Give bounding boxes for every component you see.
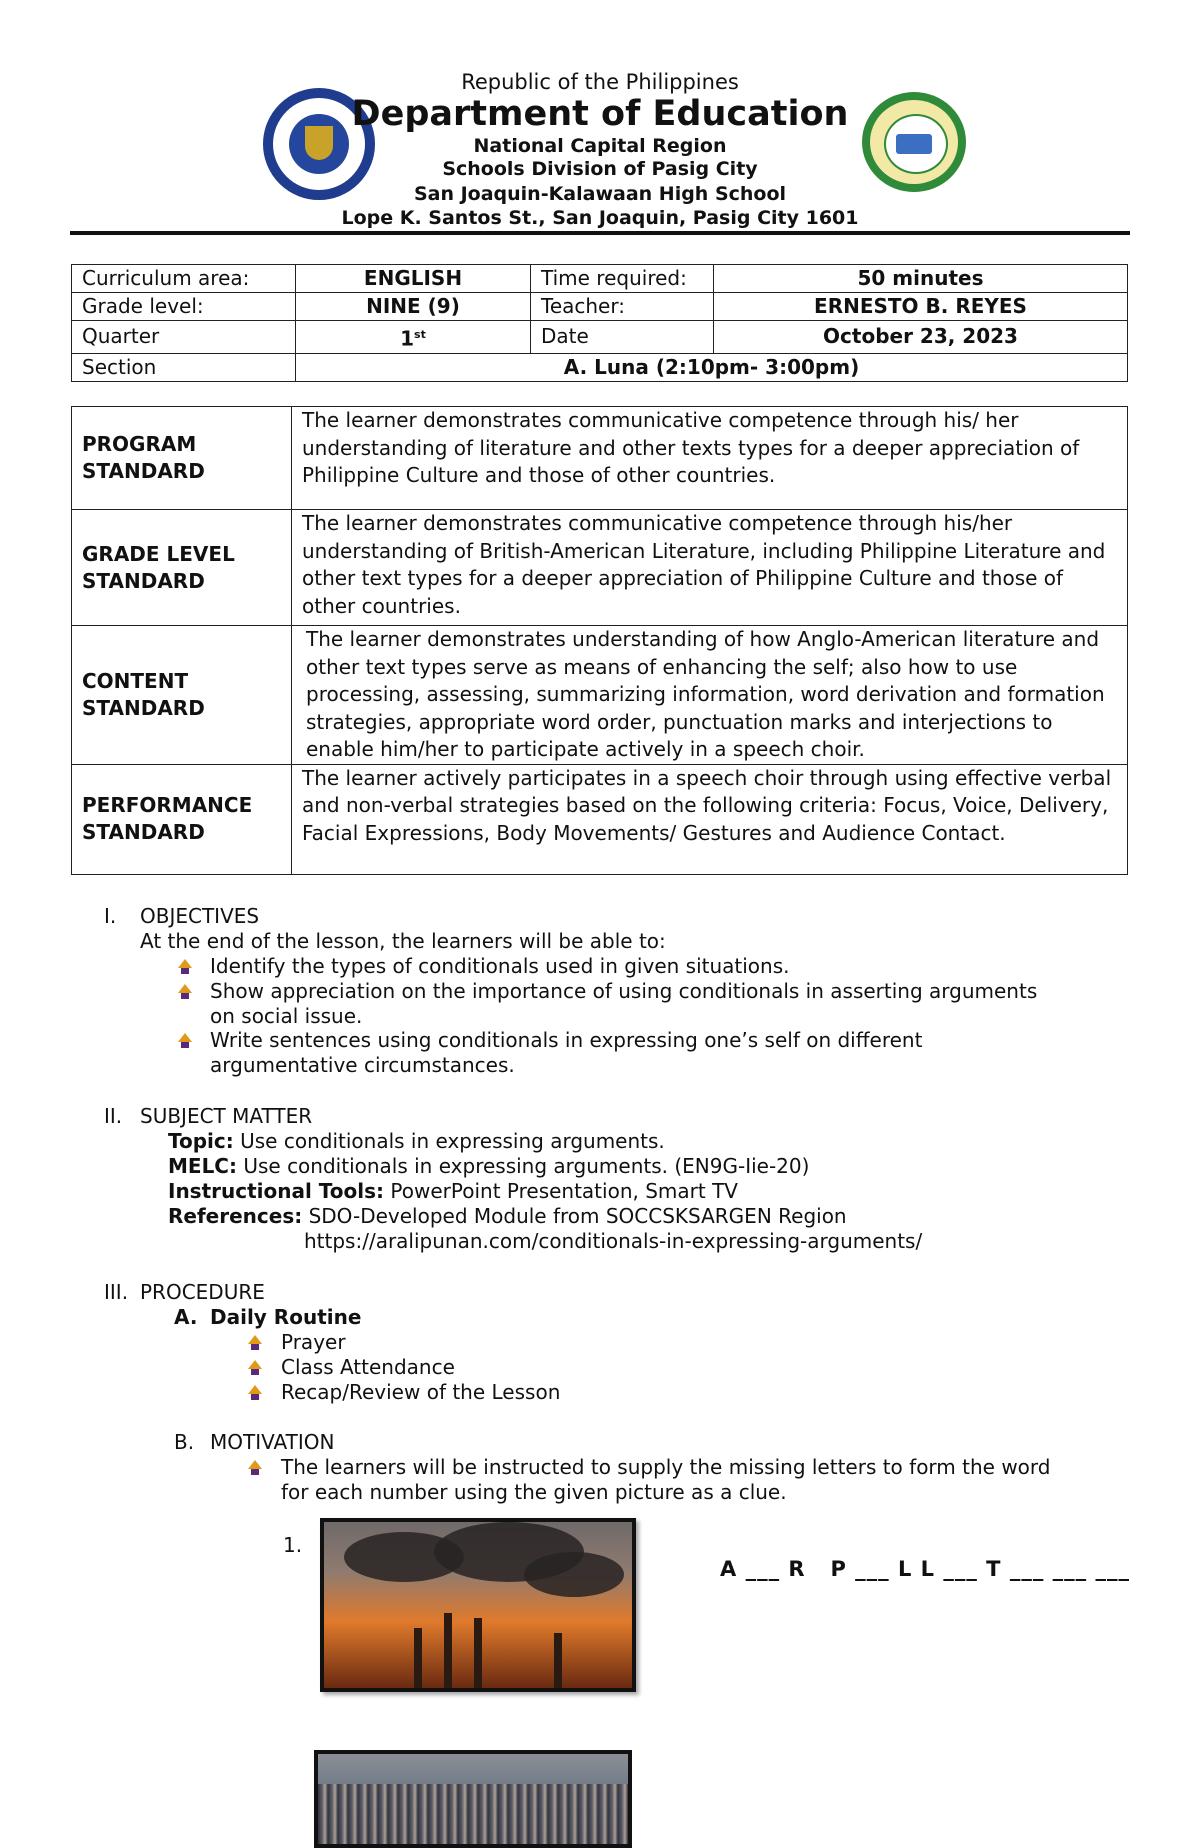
standards-table <box>71 406 1128 875</box>
table-row <box>72 510 1128 626</box>
grade-label: Grade level: <box>72 293 296 321</box>
bullet-icon <box>248 1360 262 1374</box>
header-department: Department of Education <box>351 94 849 134</box>
tools-value: PowerPoint Presentation, Smart TV <box>390 1179 738 1203</box>
topic-value: Use conditionals in expressing arguments. <box>240 1129 665 1153</box>
bullet-icon <box>248 1335 262 1349</box>
header-division: Schools Division of Pasig City <box>442 158 758 180</box>
teacher-label: Teacher: <box>531 293 714 321</box>
curriculum-label: Curriculum area: <box>72 265 296 293</box>
program-standard-text: The learner demonstrates communicative competence through his/ her understanding of literature and other texts types for a deeper appreciation of Philippine Culture and those of other countries. <box>292 407 1128 510</box>
section-label: Section <box>72 353 296 381</box>
procedure-numeral: III. <box>104 1280 129 1304</box>
label-line: STANDARD <box>82 459 205 483</box>
table-row <box>72 321 1128 354</box>
quarter-label: Quarter <box>72 321 296 354</box>
label-line: GRADE LEVEL <box>82 541 235 566</box>
date-label: Date <box>531 321 714 354</box>
quarter-suffix: st <box>414 328 426 341</box>
topic-label: Topic: <box>168 1129 234 1153</box>
header-region: National Capital Region <box>473 135 727 157</box>
bullet-icon <box>178 984 192 998</box>
references-value: SDO-Developed Module from SOCCSKSARGEN Region <box>308 1204 847 1228</box>
routine-item: Class Attendance <box>281 1355 455 1379</box>
header-address: Lope K. Santos St., San Joaquin, Pasig City 1601 <box>341 207 859 229</box>
quarter-number: 1 <box>400 326 415 351</box>
melc-value: Use conditionals in expressing arguments. (EN9G-Iie-20) <box>243 1154 810 1178</box>
table-row <box>72 293 1128 321</box>
quarter-value <box>296 321 531 354</box>
tools-label: Instructional Tools: <box>168 1179 385 1203</box>
header-republic: Republic of the Philippines <box>461 70 739 94</box>
date-value: October 23, 2023 <box>714 321 1128 354</box>
teacher-value: ERNESTO B. REYES <box>714 293 1128 321</box>
objective-item-3-line-2: argumentative circumstances. <box>210 1053 515 1077</box>
objective-item-1: Identify the types of conditionals used in given situations. <box>210 954 790 978</box>
tools-line <box>168 1179 738 1204</box>
label-line: PERFORMANCE <box>82 793 253 817</box>
motivation-instruction-line-1: The learners will be instructed to supply the missing letters to form the word <box>281 1455 1051 1479</box>
references-line <box>168 1204 847 1229</box>
table-row <box>72 265 1128 293</box>
label-line: PROGRAM <box>82 432 197 456</box>
subject-matter-heading: SUBJECT MATTER <box>140 1104 313 1128</box>
content-standard-label <box>72 626 292 765</box>
performance-standard-text: The learner actively participates in a speech choir through using effective verbal and non-verbal strategies based on the following criteria: Focus, Voice, Delivery, Facial Expressions, Body Movements/ Gestures and Audience Contact. <box>292 764 1128 874</box>
label-line: STANDARD <box>82 568 205 593</box>
routine-item: Recap/Review of the Lesson <box>281 1380 561 1404</box>
motivation-instruction-line-2: for each number using the given picture as a clue. <box>281 1480 787 1504</box>
table-row <box>72 353 1128 381</box>
daily-routine-heading: Daily Routine <box>210 1305 362 1329</box>
missing-letters-answer: A ___ R P ___ L L ___ T ___ ___ ___ <box>720 1557 1130 1581</box>
label-line: STANDARD <box>82 820 205 844</box>
section-value: A. Luna (2:10pm- 3:00pm) <box>296 353 1128 381</box>
references-url: https://aralipunan.com/conditionals-in-expressing-arguments/ <box>304 1229 923 1253</box>
grade-level-standard-label <box>72 510 292 626</box>
lesson-info-table <box>71 264 1128 382</box>
crowd-picture <box>314 1750 632 1848</box>
bullet-icon <box>248 1385 262 1399</box>
curriculum-value: ENGLISH <box>296 265 531 293</box>
air-pollution-picture <box>320 1518 636 1692</box>
melc-label: MELC: <box>168 1154 237 1178</box>
content-standard-text: The learner demonstrates understanding of how Anglo-American literature and other text types serve as means of enhancing the self; also how to use processing, assessing, summarizing information, word derivation and formation strategies, appropriate word order, punctuation marks and interjections to enable him/her to participate actively in a speech choir. <box>292 626 1128 765</box>
bullet-icon <box>178 1033 192 1047</box>
objectives-numeral: I. <box>104 904 117 928</box>
subject-matter-numeral: II. <box>104 1104 123 1128</box>
table-row <box>72 626 1128 765</box>
item-number: 1. <box>283 1533 303 1557</box>
routine-item: Prayer <box>281 1330 346 1354</box>
header-divider <box>70 231 1130 235</box>
header-school: San Joaquin-Kalawaan High School <box>413 183 787 205</box>
objective-item-2-line-1: Show appreciation on the importance of using conditionals in asserting arguments <box>210 979 1038 1003</box>
objectives-heading: OBJECTIVES <box>140 904 260 928</box>
performance-standard-label <box>72 764 292 874</box>
procedure-heading: PROCEDURE <box>140 1280 265 1304</box>
bullet-icon <box>248 1460 262 1474</box>
table-row <box>72 407 1128 510</box>
motivation-heading: MOTIVATION <box>210 1430 335 1454</box>
references-label: References: <box>168 1204 303 1228</box>
grade-value: NINE (9) <box>296 293 531 321</box>
time-value: 50 minutes <box>714 265 1128 293</box>
objectives-intro: At the end of the lesson, the learners will be able to: <box>140 929 666 953</box>
topic-line <box>168 1129 665 1154</box>
table-row <box>72 764 1128 874</box>
time-label: Time required: <box>531 265 714 293</box>
label-line: STANDARD <box>82 695 205 720</box>
bullet-icon <box>178 959 192 973</box>
daily-routine-letter: A. <box>174 1305 198 1329</box>
label-line: CONTENT <box>82 668 189 693</box>
objective-item-2-line-2: on social issue. <box>210 1004 363 1028</box>
motivation-letter: B. <box>174 1430 195 1454</box>
program-standard-label <box>72 407 292 510</box>
grade-level-standard-text: The learner demonstrates communicative competence through his/her understanding of British-American Literature, including Philippine Literature and other text types for a deeper appreciation of Philippine Culture and those of other countries. <box>292 510 1128 626</box>
objective-item-3-line-1: Write sentences using conditionals in expressing one’s self on different <box>210 1028 923 1052</box>
melc-line <box>168 1154 809 1179</box>
